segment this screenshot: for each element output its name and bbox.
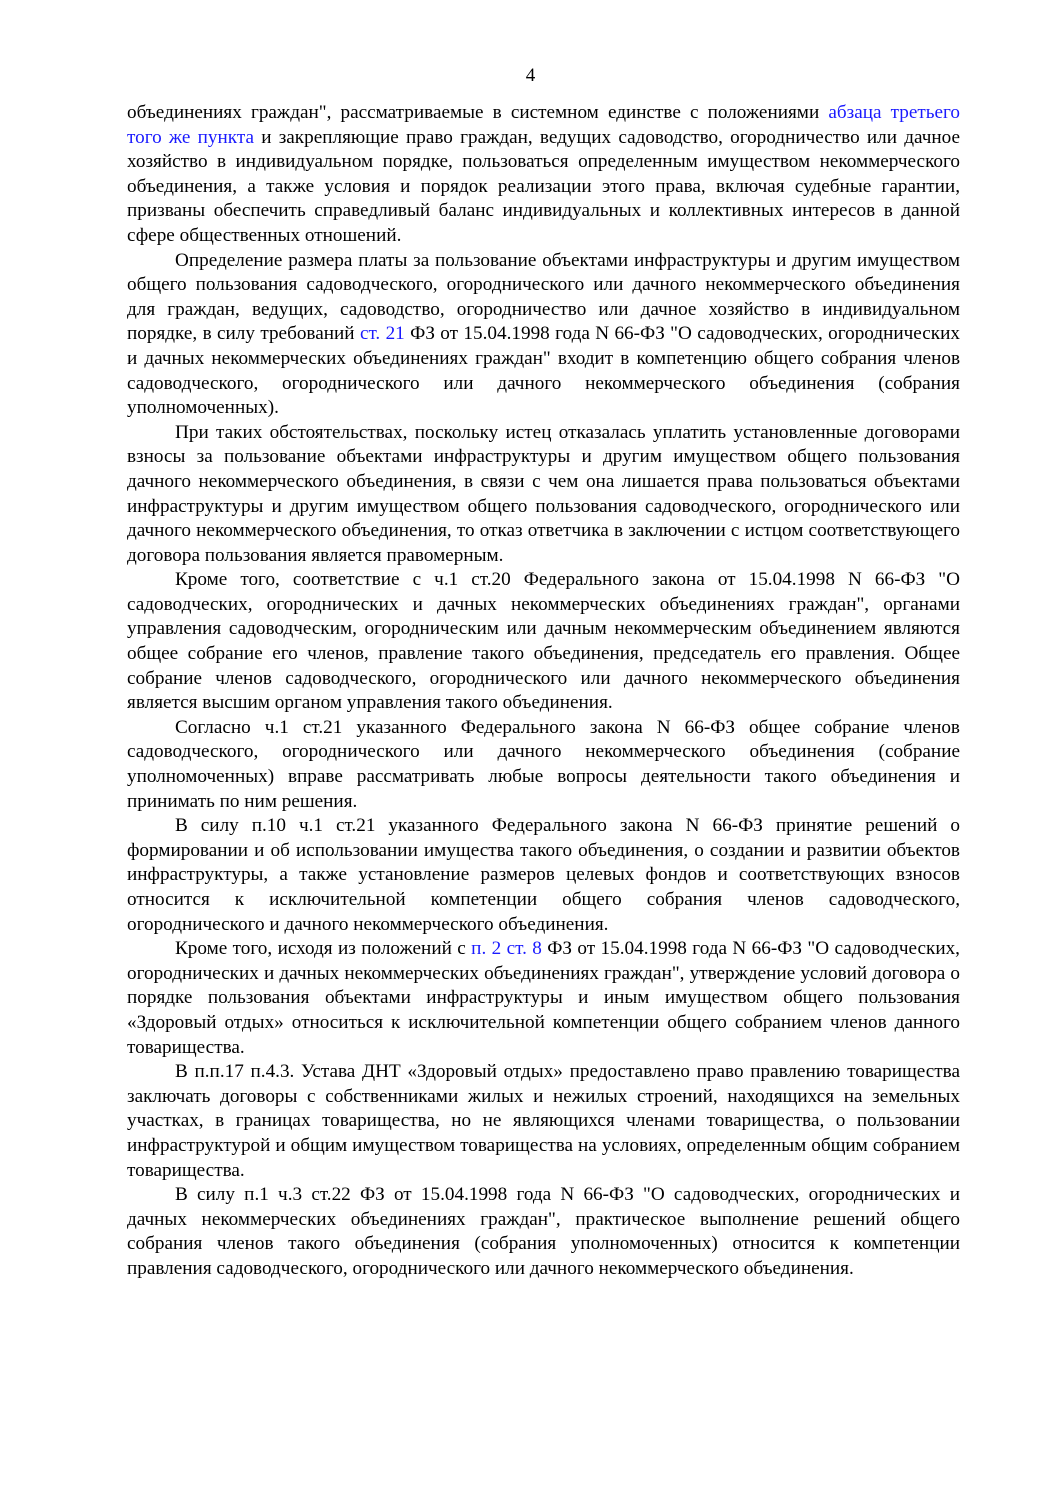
text-segment: и закрепляющие право граждан, ведущих садоводство, огородничество или дачное хозяйство в индивидуальном порядке, пользоваться определенным имуществом некоммерческого объединения, а также условия и порядок реализации этого права, включая судебные гарантии, призваны обеспечить справедливый баланс индивидуальных и коллективных интересов в данной сфере общественных отношений. — [127, 126, 960, 246]
paragraph — [127, 1060, 960, 1183]
paragraph — [127, 1183, 960, 1281]
text-segment: В силу п.10 ч.1 ст.21 указанного Федерального закона N 66-ФЗ принятие решений о формировании и об использовании имущества такого объединения, о создании и развитии объектов инфраструктуры, а также установление размеров целевых фондов и соответствующих взносов относится к исключительной компетенции общего собрания членов садоводческого, огороднического и дачного некоммерческого объединения. — [127, 815, 960, 935]
text-segment: Кроме того, соответствие с ч.1 ст.20 Федерального закона от 15.04.1998 N 66-ФЗ "О садоводческих, огороднических и дачных некоммерческих объединениях граждан", органами управления садоводческим, огородническим или дачным некоммерческим объединением являются общее собрание его членов, правление такого объединения, председатель его правления. Общее собрание членов садоводческого, огороднического или дачного некоммерческого объединения является высшим органом управления такого объединения. — [127, 569, 960, 714]
paragraph — [127, 716, 960, 814]
text-segment: объединениях граждан", рассматриваемые в системном единстве с положениями — [127, 102, 829, 123]
text-segment: В п.п.17 п.4.3. Устава ДНТ «Здоровый отдых» предоставлено право правлению товарищества заключать договоры с собственниками жилых и нежилых строений, находящихся на земельных участках, в границах товарищества, но не являющихся членами товарищества, о пользовании инфраструктурой и общим имуществом товарищества на условиях, определенным общим собранием товарищества. — [127, 1061, 960, 1181]
text-segment: ФЗ от 15.04.1998 года N 66-ФЗ "О садоводческих, огороднических и дачных некоммерческих объединениях граждан" входит в компетенцию общего собрания членов садоводческого, огороднического или дачного некоммерческого объединения (собрания уполномоченных). — [127, 323, 960, 419]
paragraph — [127, 568, 960, 716]
paragraph — [127, 101, 960, 249]
text-segment: Согласно ч.1 ст.21 указанного Федерального закона N 66-ФЗ общее собрание членов садоводческого, огороднического или дачного некоммерческого объединения (собрание уполномоченных) вправе рассматривать любые вопросы деятельности такого объединения и принимать по ним решения. — [127, 716, 960, 812]
paragraph — [127, 937, 960, 1060]
text-segment: В силу п.1 ч.3 ст.22 ФЗ от 15.04.1998 года N 66-ФЗ "О садоводческих, огороднических и дачных некоммерческих объединениях граждан", практическое выполнение решений общего собрания членов такого объединения (собрания уполномоченных) относится к компетенции правления садоводческого, огороднического или дачного некоммерческого объединения. — [127, 1184, 960, 1279]
text-segment: ФЗ от 15.04.1998 года N 66-ФЗ "О садоводческих, огороднических и дачных некоммерческих объединениях граждан", утверждение условий договора о порядке пользования объектами инфраструктуры и иным имуществом общего пользования «Здоровый отдых» относиться к исключительной компетенции общего собранием членов данного товарищества. — [127, 938, 960, 1058]
paragraph — [127, 249, 960, 421]
paragraph — [127, 421, 960, 569]
text-segment: Определение размера платы за пользование объектами инфраструктуры и другим имуществом общего пользования садоводческого, огороднического или дачного некоммерческого объединения для граждан, ведущих, садоводство, огородничество или дачное хозяйство в индивидуальном порядке, в силу требований — [127, 249, 960, 345]
text-segment: Кроме того, исходя из положений с — [175, 938, 472, 960]
link-p2-st8[interactable]: п. 2 ст. 8 — [471, 938, 542, 960]
text-segment: При таких обстоятельствах, поскольку истец отказалась уплатить установленные договорами взносы за пользование объектами инфраструктуры и другим имуществом общего пользования дачного некоммерческого объединения, в связи с чем она лишается права пользоваться объектами инфраструктуры и другим имуществом общего пользования садоводческого, огороднического или дачного некоммерческого объединения, то отказ ответчика в заключении с истцом соответствующего договора пользования является правомерным. — [127, 421, 960, 566]
page-number: 4 — [525, 65, 536, 86]
paragraph — [127, 814, 960, 937]
link-st-21[interactable]: ст. 21 — [359, 323, 405, 345]
document-body — [127, 101, 960, 1282]
link-abzats-tretiy[interactable]: абзаца третьего того же пункта — [127, 102, 960, 148]
